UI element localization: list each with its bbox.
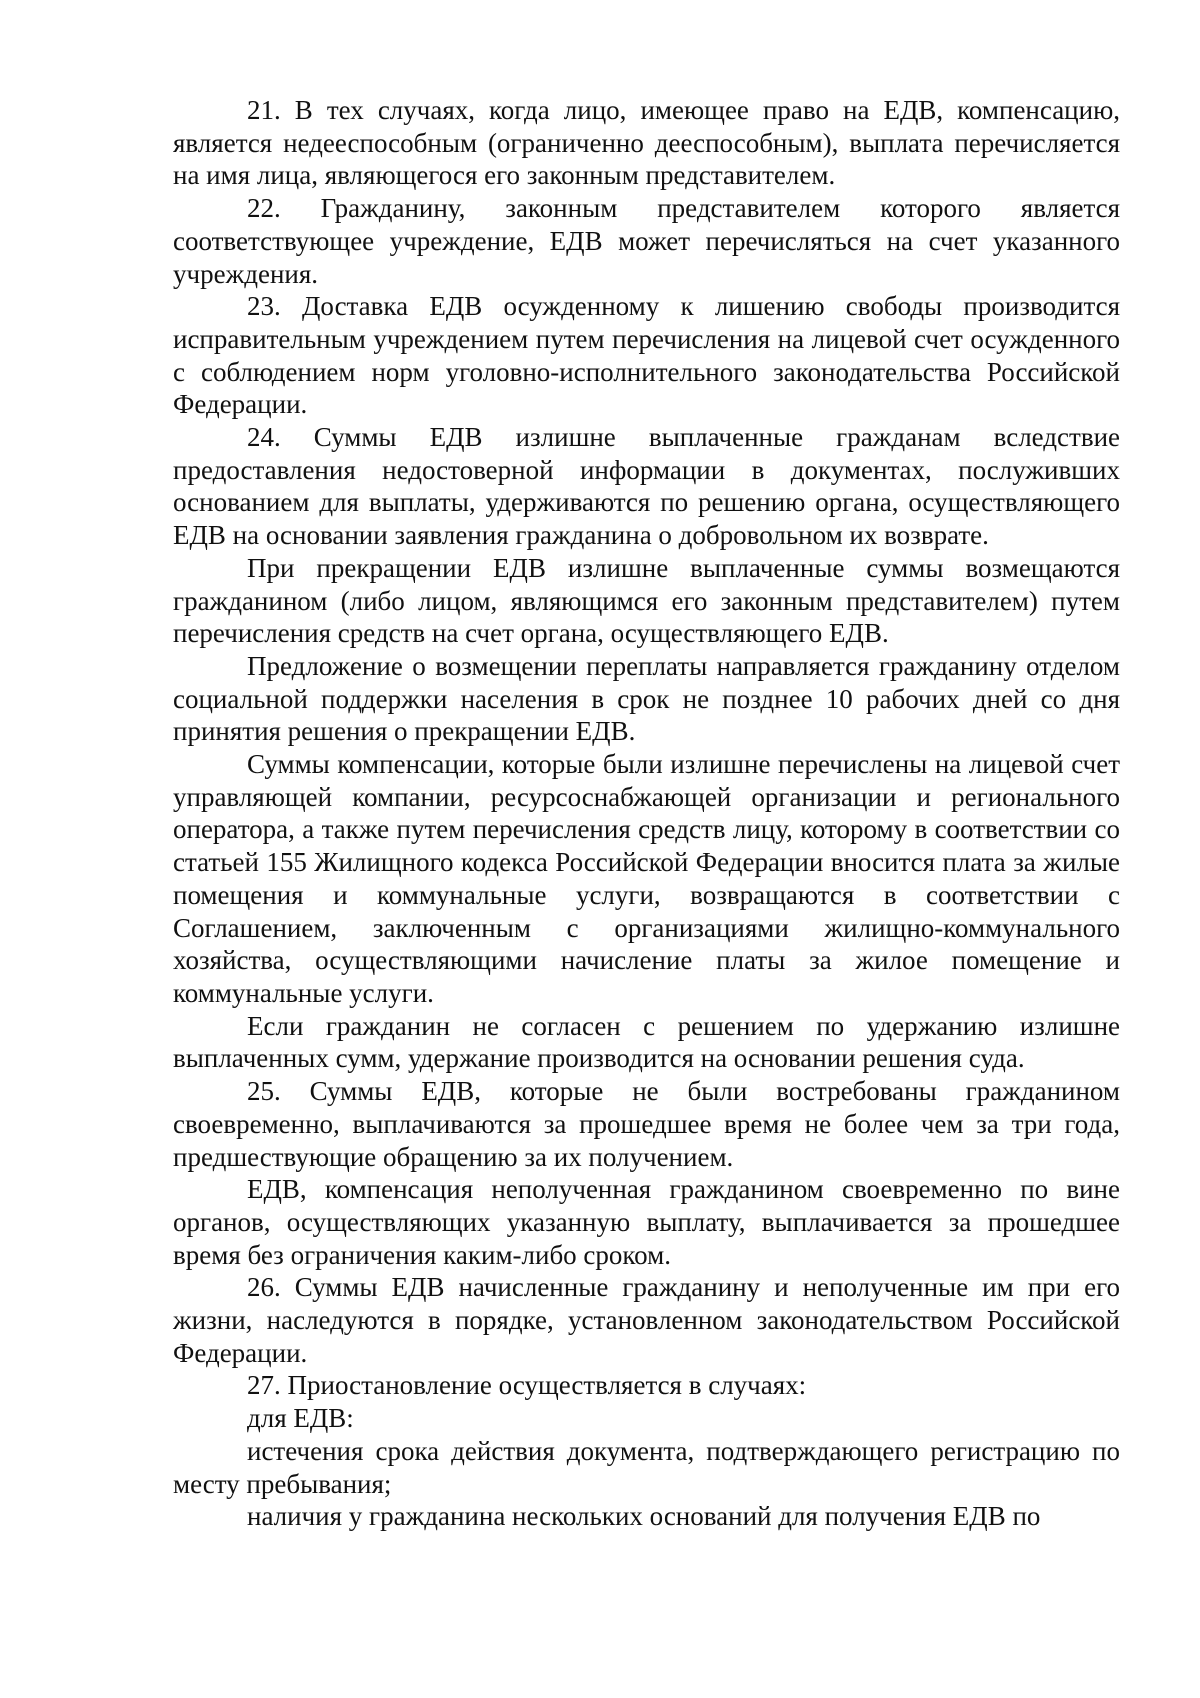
paragraph-24-compensation: Суммы компенсации, которые были излишне перечислены на лицевой счет управляющей компании, ресурсоснабжающей организации и регионального оператора, а также путем перечисления средств лицу, которому в соответствии со статьей 155 Жилищного кодекса Российской Федерации вносится плата за жилые помещения и коммунальные услуги, возвращаются в соответствии с Соглашением, заключенным с организациями жилищно-коммунального хозяйства, осуществляющими начисление платы за жилое помещение и коммунальные услуги. xyxy=(173,749,1120,1008)
paragraph-24-termination: При прекращении ЕДВ излишне выплаченные суммы возмещаются гражданином (либо лицом, являющимся его законным представителем) путем перечисления средств на счет органа, осуществляющего ЕДВ. xyxy=(173,552,1120,649)
paragraph-26: 26. Суммы ЕДВ начисленные гражданину и неполученные им при его жизни, наследуются в порядке, установленном законодательством Российской Федерации. xyxy=(173,1272,1120,1368)
paragraph-27-multiple-grounds: наличия у гражданина нескольких оснований для получения ЕДВ по xyxy=(247,1501,1041,1532)
paragraph-25: 25. Суммы ЕДВ, которые не были востребованы гражданином своевременно, выплачиваются за прошедшее время не более чем за три года, предшествующие обращению за их получением. xyxy=(173,1076,1120,1172)
paragraph-24: 24. Суммы ЕДВ излишне выплаченные гражданам вследствие предоставления недостоверной информации в документах, послуживших основанием для выплаты, удерживаются по решению органа, осуществляющего ЕДВ на основании заявления гражданина о добровольном их возврате. xyxy=(173,422,1120,551)
paragraph-25-unreceived: ЕДВ, компенсация неполученная гражданином своевременно по вине органов, осуществляющих указанную выплату, выплачивается за прошедшее время без ограничения каким-либо сроком. xyxy=(173,1174,1120,1270)
paragraph-21: 21. В тех случаях, когда лицо, имеющее право на ЕДВ, компенсацию, является недееспособным (ограниченно дееспособным), выплата перечисляется на имя лица, являющегося его законным представителем. xyxy=(173,95,1120,191)
document-body xyxy=(173,94,1120,1533)
paragraph-22: 22. Гражданину, законным представителем которого является соответствующее учреждение, ЕДВ может перечисляться на счет указанного учреждения. xyxy=(173,193,1120,289)
paragraph-24-proposal: Предложение о возмещении переплаты направляется гражданину отделом социальной поддержки населения в срок не позднее 10 рабочих дней со дня принятия решения о прекращении ЕДВ. xyxy=(173,650,1120,747)
paragraph-27: 27. Приостановление осуществляется в случаях: xyxy=(247,1370,807,1401)
paragraph-24-court: Если гражданин не согласен с решением по удержанию излишне выплаченных сумм, удержание производится на основании решения суда. xyxy=(173,1010,1120,1074)
paragraph-27-registration: истечения срока действия документа, подтверждающего регистрацию по месту пребывания; xyxy=(173,1435,1120,1499)
paragraph-27-edv: для ЕДВ: xyxy=(247,1403,354,1434)
paragraph-23: 23. Доставка ЕДВ осужденному к лишению свободы производится исправительным учреждением путем перечисления на лицевой счет осужденного с соблюдением норм уголовно-исполнительного законодательства Российской Федерации. xyxy=(173,291,1120,420)
